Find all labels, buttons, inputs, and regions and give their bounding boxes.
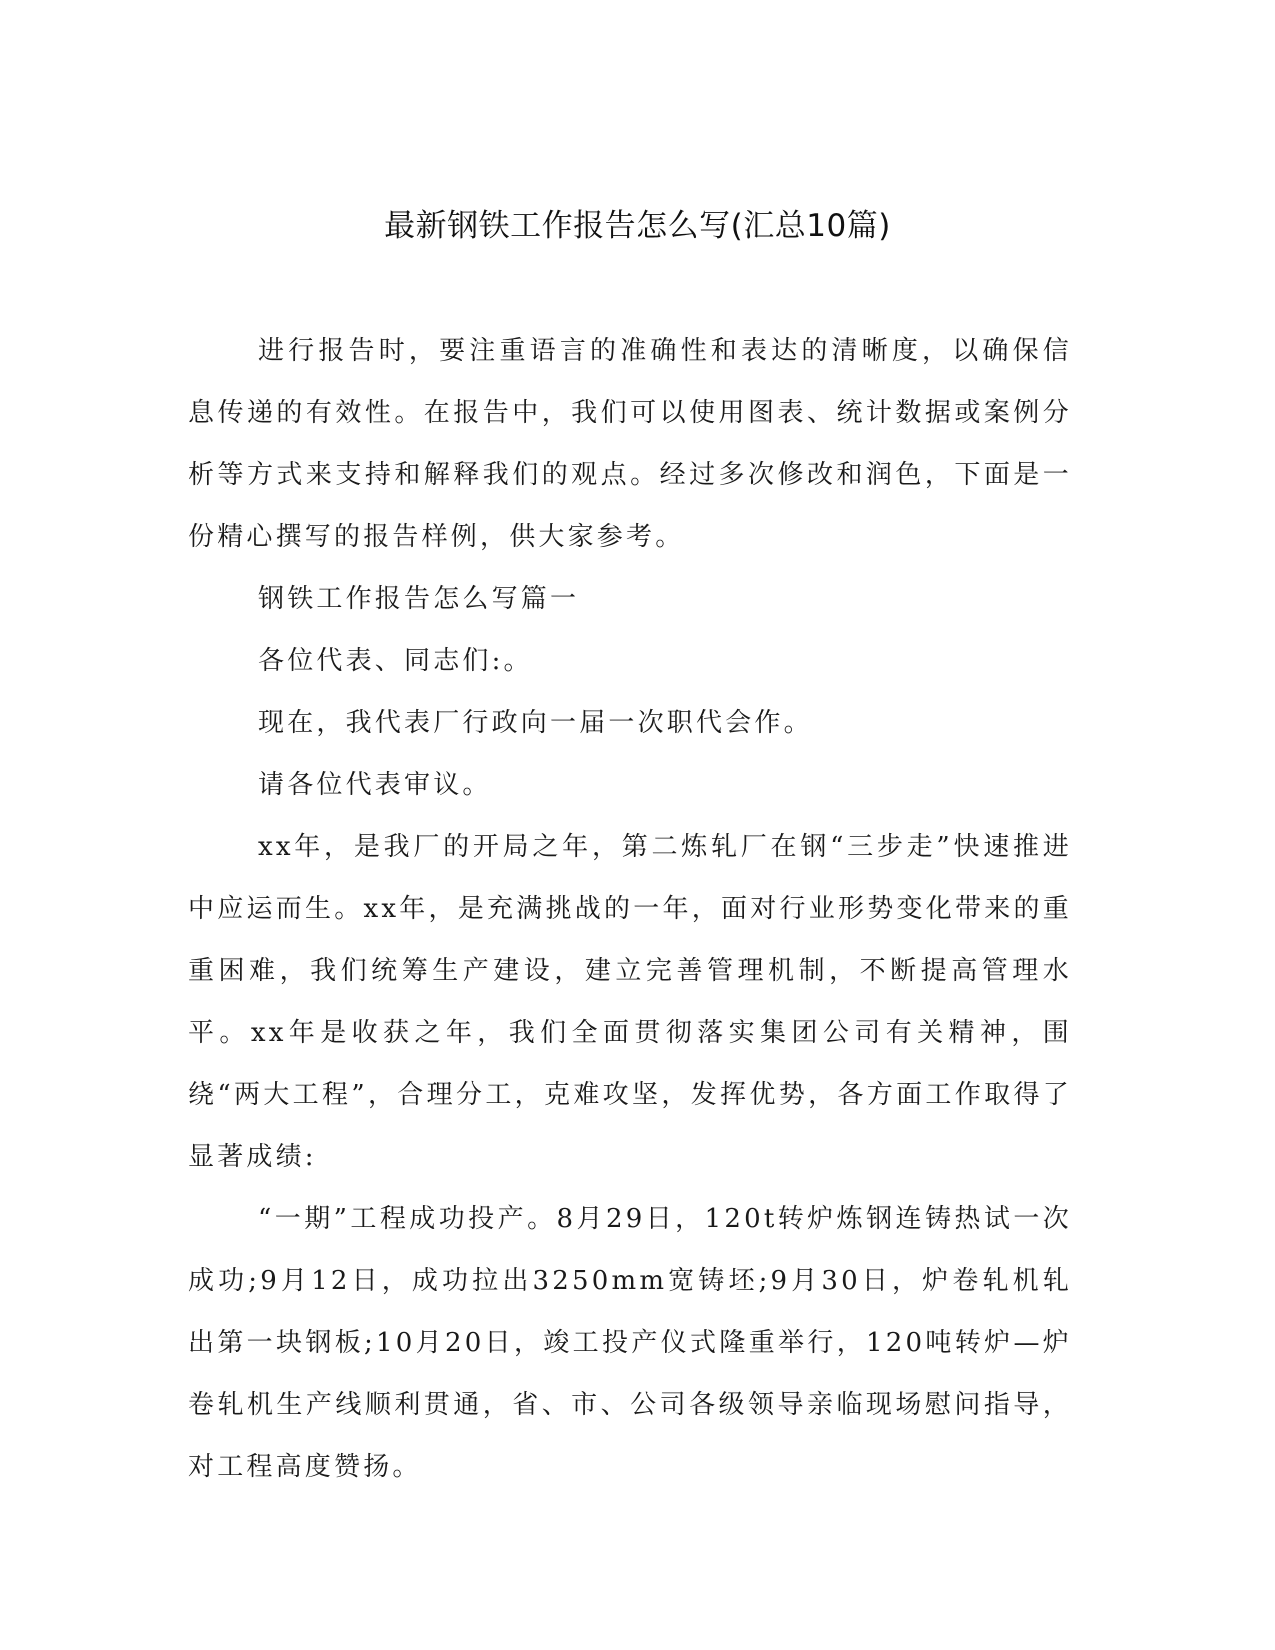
- report-opening-paragraph: 现在，我代表厂行政向一届一次职代会作。: [258, 708, 813, 738]
- salutation-paragraph: 各位代表、同志们:。: [258, 646, 533, 676]
- document-title: 最新钢铁工作报告怎么写(汇总10篇): [384, 208, 891, 244]
- review-request-paragraph: 请各位代表审议。: [258, 770, 492, 800]
- section-heading: 钢铁工作报告怎么写篇一: [258, 584, 580, 614]
- intro-paragraph: 进行报告时，要注重语言的准确性和表达的清晰度，以确保信息传递的有效性。在报告中，我们可以使用图表、统计数据或案例分析等方式来支持和解释我们的观点。经过多次修改和润色，下面是一份精心撰写的报告样例，供大家参考。: [188, 336, 1072, 552]
- document-body: [188, 320, 1072, 1498]
- year-summary-paragraph: xx年，是我厂的开局之年，第二炼轧厂在钢“三步走”快速推进中应运而生。xx年，是充满挑战的一年，面对行业形势变化带来的重重困难，我们统筹生产建设，建立完善管理机制，不断提高管理水平。xx年是收获之年，我们全面贯彻落实集团公司有关精神，围绕“两大工程”，合理分工，克难攻坚，发挥优势，各方面工作取得了显著成绩:: [188, 832, 1072, 1172]
- project-milestones-paragraph: “一期”工程成功投产。8月29日，120t转炉炼钢连铸热试一次成功;9月12日，成功拉出3250mm宽铸坯;9月30日，炉卷轧机轧出第一块钢板;10月20日，竣工投产仪式隆重举行，120吨转炉—炉卷轧机生产线顺利贯通，省、市、公司各级领导亲临现场慰问指导，对工程高度赞扬。: [188, 1204, 1072, 1482]
